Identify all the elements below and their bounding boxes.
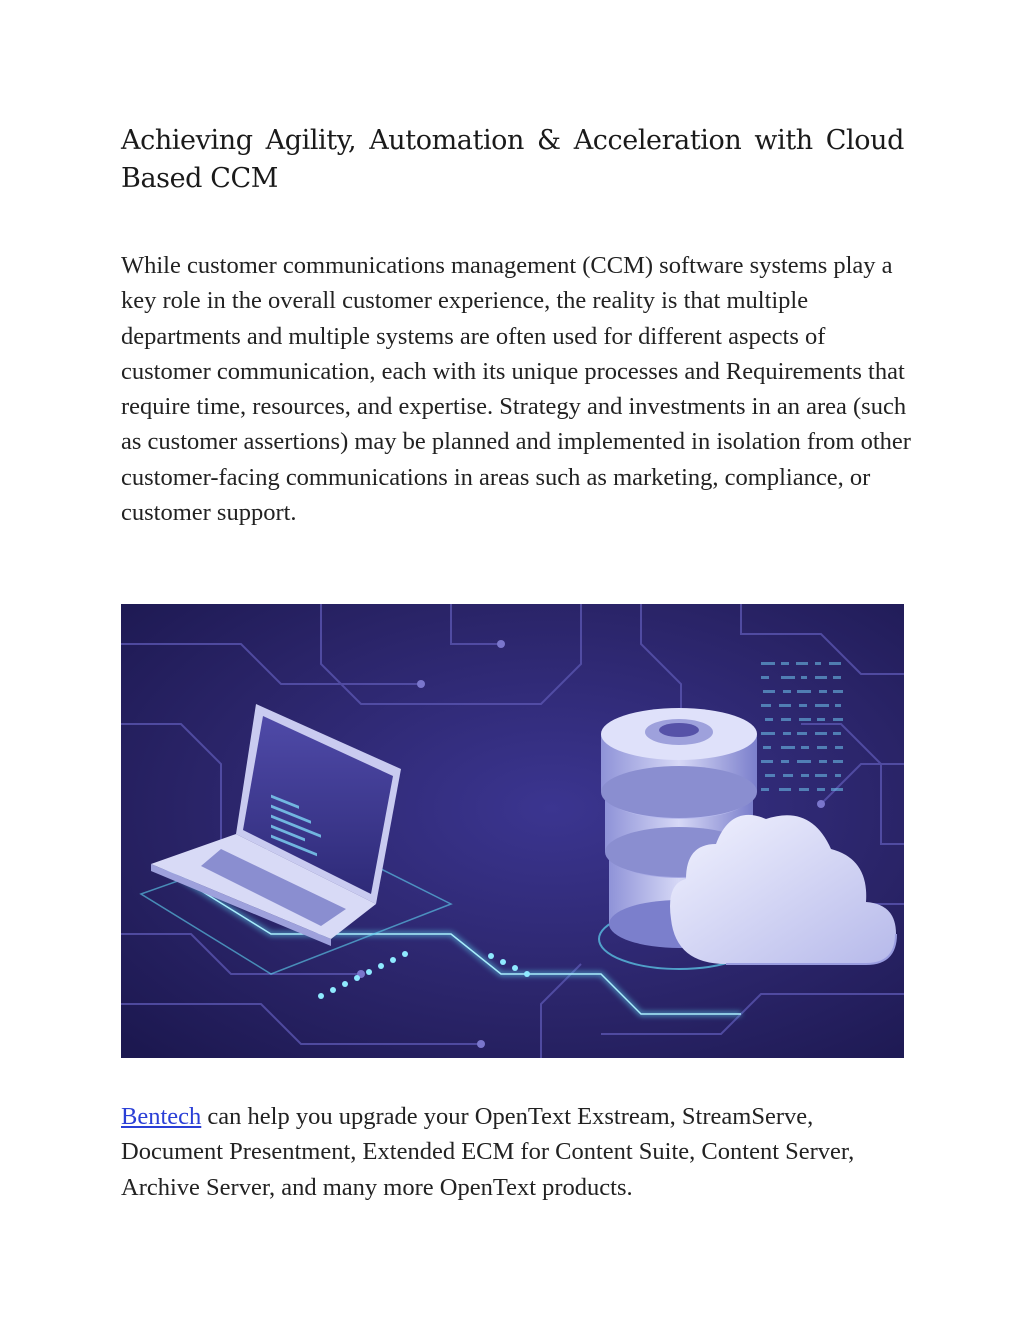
intro-paragraph: While customer communications management (CCM) software systems play a key role in the overall customer experience, the reality is that multiple departments and multiple systems are often used for different aspects of customer communication, each with its unique processes and Requirements that require time, resources, and expertise. Strategy and investments in an area (such as customer assertions) may be planned and implemented in isolation from other customer-facing communications in areas such as marketing, compliance, or customer support. [121, 252, 911, 527]
cta-paragraph [121, 1099, 911, 1205]
cta-text: can help you upgrade your OpenText Exstream, StreamServe, Document Presentment, Extended ECM for Content Suite, Content Server, Archive Server, and many more OpenText products. [121, 1103, 855, 1201]
bentech-link[interactable]: Bentech [121, 1103, 202, 1130]
cloud-ccm-illustration [121, 604, 904, 1058]
article-title: Achieving Agility, Automation & Acceleration with Cloud Based CCM [121, 125, 904, 194]
